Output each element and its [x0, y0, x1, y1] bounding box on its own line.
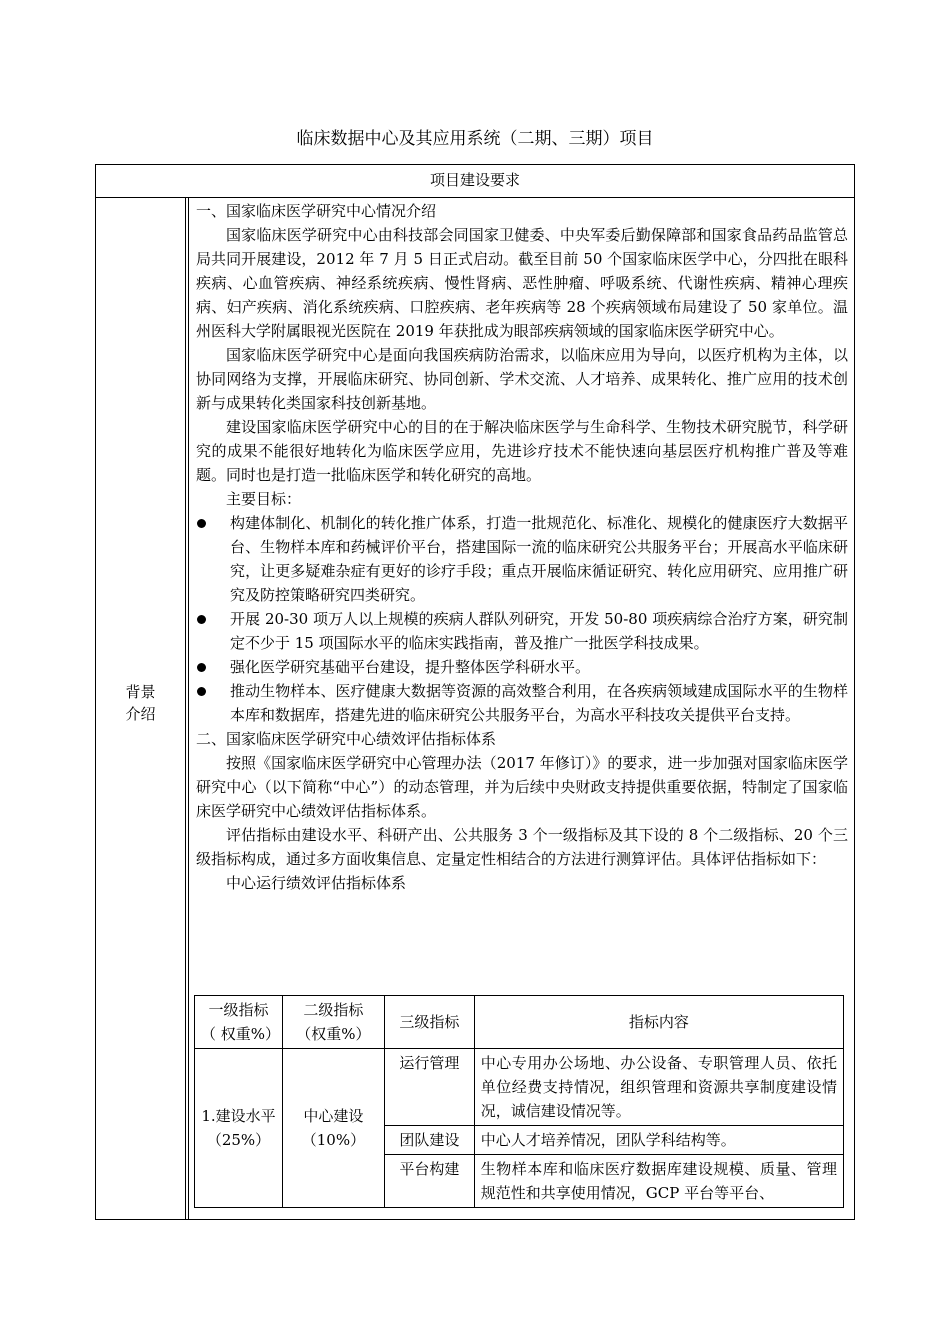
table-row: [195, 1049, 844, 1126]
bullet-icon: [197, 663, 206, 672]
section-heading: 二、国家临床医学研究中心绩效评估指标体系: [196, 730, 497, 748]
goals-list: [196, 511, 848, 727]
list-item: [196, 511, 848, 607]
list-item: [196, 655, 848, 679]
level1-cell: 1.建设水平（25%）: [195, 1049, 283, 1208]
bullet-icon: [197, 687, 206, 696]
section-heading: 一、国家临床医学研究中心情况介绍: [196, 202, 437, 220]
level3-cell: 运行管理: [384, 1049, 474, 1126]
background-content: [196, 199, 848, 895]
page-title: 临床数据中心及其应用系统（二期、三期）项目: [296, 129, 654, 149]
level3-cell: 平台构建: [384, 1155, 474, 1208]
list-item: [196, 607, 848, 655]
bullet-icon: [197, 615, 206, 624]
paragraph: 评估指标由建设水平、科研产出、公共服务 3 个一级指标及其下设的 8 个二级指标、20 个三级指标构成，通过多方面收集信息、定量定性相结合的方法进行测算评估。具体评估指标如下：: [196, 826, 848, 868]
list-item-text: 开展 20-30 项万人以上规模的疾病人群队列研究，开发 50-80 项疾病综合治疗方案，研究制定不少于 15 项国际水平的临床实践指南，普及推广一批医学科技成果。: [230, 610, 848, 652]
level3-cell: 团队建设: [384, 1126, 474, 1155]
paragraph: 国家临床医学研究中心由科技部会同国家卫健委、中央军委后勤保障部和国家食品药品监管总局共同开展建设，2012 年 7 月 5 日正式启动。截至目前 50 个国家临床医学中心，分四批在眼科疾病、心血管疾病、神经系统疾病、慢性肾病、恶性肿瘤、呼吸系统、代谢性疾病、精神心理疾病、妇产疾病、消化系统疾病、口腔疾病、老年疾病等 28 个疾病领域布局建设了 50 家单位。温州医科大学附属眼视光医院在 2019 年获批成为眼部疾病领域的国家临床医学研究中心。: [196, 226, 848, 340]
list-item-text: 强化医学研究基础平台建设，提升整体医学科研水平。: [230, 658, 591, 676]
column-divider: [188, 197, 189, 1219]
goals-label: 主要目标：: [226, 490, 302, 508]
header-level1: 一级指标（ 权重%）: [195, 996, 283, 1049]
table-header: 项目建设要求: [96, 165, 854, 198]
metrics-table: [194, 995, 844, 1208]
requirements-table: [95, 164, 855, 1220]
metrics-header-row: [195, 996, 844, 1049]
paragraph: 国家临床医学研究中心是面向我国疾病防治需求，以临床应用为导向，以医疗机构为主体，以协同网络为支撑，开展临床研究、协同创新、学术交流、人才培养、成果转化、推广应用的技术创新与成果转化类国家科技创新基地。: [196, 346, 848, 412]
column-divider: [185, 197, 186, 1219]
bullet-icon: [197, 519, 206, 528]
content-cell: 中心专用办公场地、办公设备、专职管理人员、依托单位经费支持情况，组织管理和资源共享制度建设情况，诚信建设情况等。: [474, 1049, 843, 1126]
list-item-text: 推动生物样本、医疗健康大数据等资源的高效整合利用，在各疾病领域建成国际水平的生物样本库和数据库，搭建先进的临床研究公共服务平台，为高水平科技攻关提供平台支持。: [230, 682, 848, 724]
header-level3: 三级指标: [384, 996, 474, 1049]
side-label-line2: 介绍: [125, 705, 156, 723]
list-item-text: 构建体制化、机制化的转化推广体系，打造一批规范化、标准化、规模化的健康医疗大数据平台、生物样本库和药械评价平台，搭建国际一流的临床研究公共服务平台；开展高水平临床研究，让更多疑难杂症有更好的诊疗手段；重点开展临床循证研究、转化应用研究、应用推广研究及防控策略研究四类研究。: [230, 514, 848, 604]
level2-cell: 中心建设（10%）: [282, 1049, 384, 1208]
content-cell: 生物样本库和临床医疗数据库建设规模、质量、管理规范性和共享使用情况，GCP 平台等平台、: [474, 1155, 843, 1208]
side-label-background: [96, 681, 185, 725]
paragraph: 按照《国家临床医学研究中心管理办法（2017 年修订）》的要求，进一步加强对国家临床医学研究中心（以下简称“中心”）的动态管理，并为后续中央财政支持提供重要依据，特制定了国家临床医学研究中心绩效评估指标体系。: [196, 754, 848, 820]
header-level2: 二级指标（权重%）: [282, 996, 384, 1049]
side-label-line1: 背景: [125, 683, 156, 701]
metrics-caption: 中心运行绩效评估指标体系: [226, 874, 407, 892]
list-item: [196, 679, 848, 727]
content-cell: 中心人才培养情况，团队学科结构等。: [474, 1126, 843, 1155]
header-content: 指标内容: [474, 996, 843, 1049]
paragraph: 建设国家临床医学研究中心的目的在于解决临床医学与生命科学、生物技术研究脱节，科学研究的成果不能很好地转化为临床医学应用，先进诊疗技术不能快速向基层医疗机构推广普及等难题。同时也是打造一批临床医学和转化研究的高地。: [196, 418, 848, 484]
